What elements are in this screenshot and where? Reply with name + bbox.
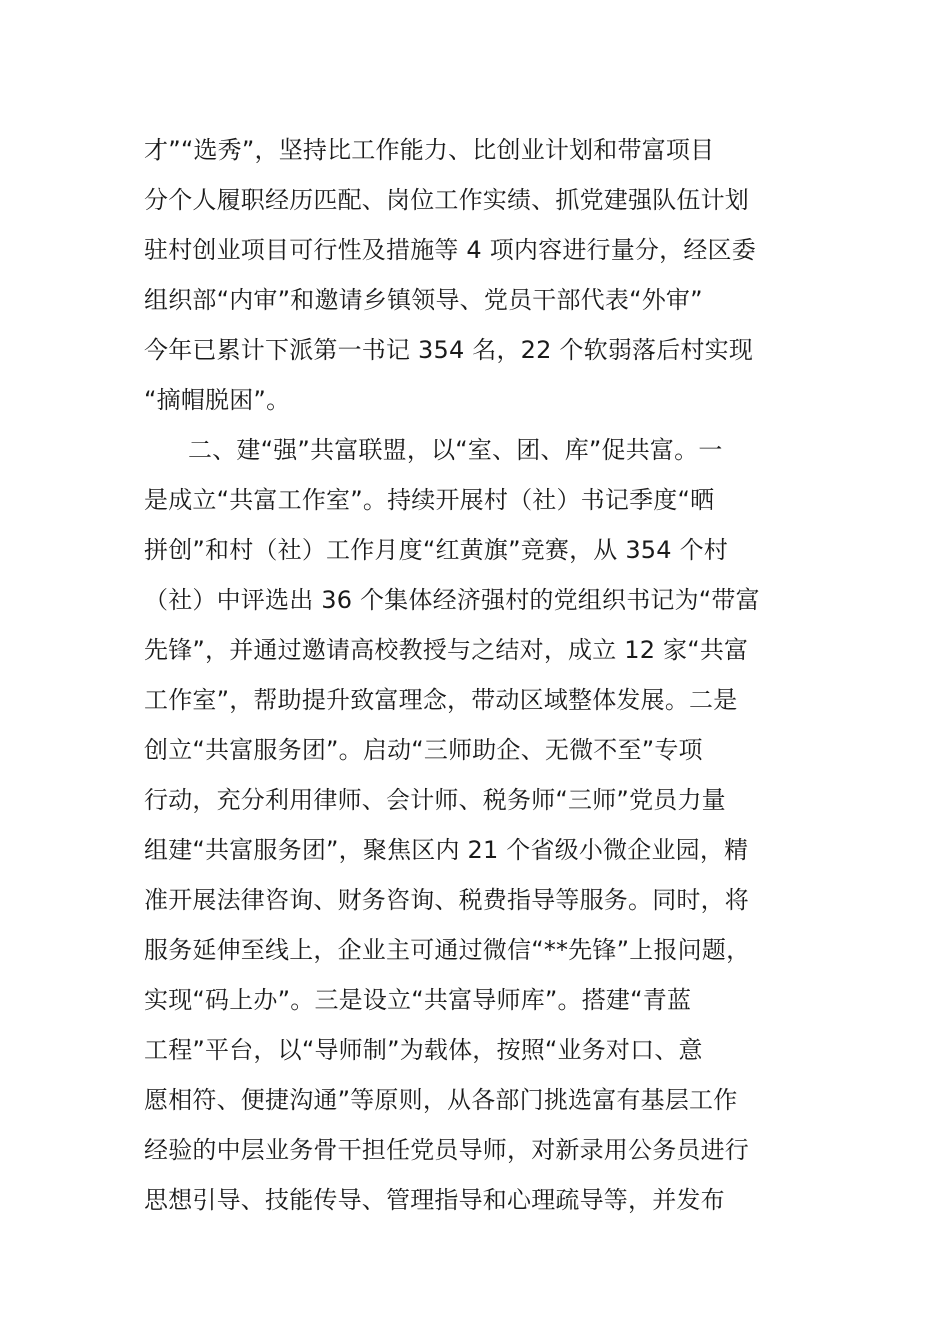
paragraph-start-line: 二、建“强”共富联盟，以“室、团、库”促共富。一 (188, 436, 723, 464)
text-line: 工程”平台，以“导师制”为载体，按照“业务对口、意 (144, 1036, 703, 1064)
text-line: 准开展法律咨询、财务咨询、税费指导等服务。同时，将 (144, 886, 749, 914)
text-line: 才”“选秀”，坚持比工作能力、比创业计划和带富项目 (144, 136, 715, 164)
text-line: 今年已累计下派第一书记 354 名，22 个软弱落后村实现 (144, 336, 754, 364)
text-line: “摘帽脱困”。 (144, 386, 291, 414)
text-line: 先锋”，并通过邀请高校教授与之结对，成立 12 家“共富 (144, 636, 749, 664)
text-line: 工作室”，帮助提升致富理念，带动区域整体发展。二是 (144, 686, 738, 714)
text-line: 是成立“共富工作室”。持续开展村（社）书记季度“晒 (144, 486, 715, 514)
text-line: 实现“码上办”。三是设立“共富导师库”。搭建“青蓝 (144, 986, 692, 1014)
text-line: 思想引导、技能传导、管理指导和心理疏导等，并发布 (144, 1186, 725, 1214)
text-line: 拼创”和村（社）工作月度“红黄旗”竞赛，从 354 个村 (144, 536, 728, 564)
text-line: 经验的中层业务骨干担任党员导师，对新录用公务员进行 (144, 1136, 749, 1164)
text-line: 愿相符、便捷沟通”等原则，从各部门挑选富有基层工作 (144, 1086, 738, 1114)
text-line: 行动，充分利用律师、会计师、税务师“三师”党员力量 (144, 786, 726, 814)
text-line: 组建“共富服务团”，聚焦区内 21 个省级小微企业园，精 (144, 836, 749, 864)
text-line: 驻村创业项目可行性及措施等 4 项内容进行量分，经区委 (144, 236, 756, 264)
text-line: 分个人履职经历匹配、岗位工作实绩、抓党建强队伍计划 (144, 186, 749, 214)
text-line: 组织部“内审”和邀请乡镇领导、党员干部代表“外审” (144, 286, 703, 314)
text-line: 服务延伸至线上，企业主可通过微信“**先锋”上报问题， (144, 936, 751, 964)
text-line: （社）中评选出 36 个集体经济强村的党组织书记为“带富 (144, 586, 760, 614)
text-line: 创立“共富服务团”。启动“三师助企、无微不至”专项 (144, 736, 703, 764)
